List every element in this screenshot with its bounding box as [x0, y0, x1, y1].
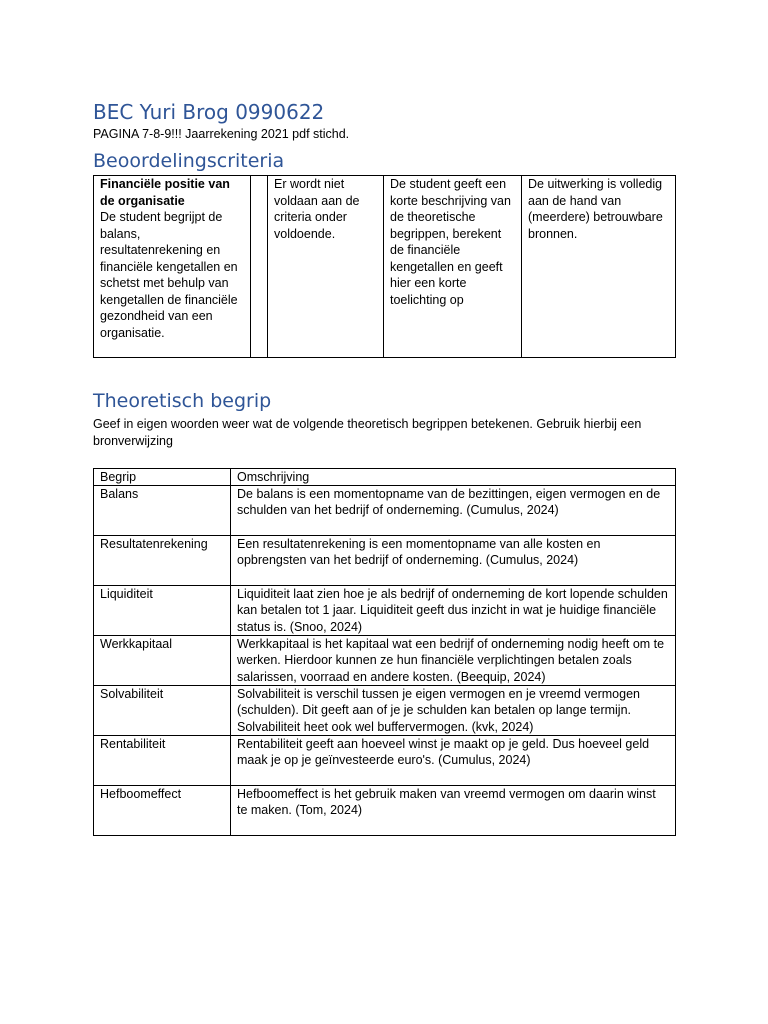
term-description: Een resultatenrekening is een momentopname van alle kosten en opbrengsten van het bedrijf of onderneming. (Cumulus, 2024) — [231, 536, 676, 586]
term-name: Hefboomeffect — [94, 786, 231, 836]
criteria-level-insufficient: Er wordt niet voldaan aan de criteria onder voldoende. — [268, 176, 384, 358]
term-description: De balans is een momentopname van de bezittingen, eigen vermogen en de schulden van het bedrijf of onderneming. (Cumulus, 2024) — [231, 486, 676, 536]
criteria-topic-cell — [94, 176, 251, 358]
term-description: Liquiditeit laat zien hoe je als bedrijf of onderneming de kort lopende schulden kan betalen tot 1 jaar. Liquiditeit geeft dus inzicht in wat je huidige financiële status is. (Snoo, 2024) — [231, 586, 676, 636]
term-description: Solvabiliteit is verschil tussen je eigen vermogen en je vreemd vermogen (schulden). Dit geeft aan of je je schulden kan betalen op lange termijn. Solvabiliteit heet ook wel buffervermogen. (kvk, 2024) — [231, 686, 676, 736]
document-title: BEC Yuri Brog 0990622 — [93, 100, 325, 124]
term-description: Werkkapitaal is het kapitaal wat een bedrijf of onderneming nodig heeft om te werken. Hierdoor kunnen ze hun financiële verplichtingen betalen zoals salarissen, voorraad en andere kosten. (Beequip, 2024) — [231, 636, 676, 686]
terms-header-row — [94, 469, 676, 486]
document-page — [93, 98, 675, 836]
term-name: Liquiditeit — [94, 586, 231, 636]
table-row — [94, 736, 676, 786]
term-name: Solvabiliteit — [94, 686, 231, 736]
criteria-topic-text: De student begrijpt de balans, resultatenrekening en financiële kengetallen en schetst met behulp van kengetallen de financiële gezondheid van een organisatie. — [100, 210, 238, 340]
column-header-description: Omschrijving — [231, 469, 676, 486]
criteria-level-sufficient: De student geeft een korte beschrijving van de theoretische begrippen, berekent de financiële kengetallen en geeft hier een korte toelichting op — [384, 176, 522, 358]
term-name: Balans — [94, 486, 231, 536]
term-name: Werkkapitaal — [94, 636, 231, 686]
table-row — [94, 636, 676, 686]
table-row — [94, 586, 676, 636]
column-header-term: Begrip — [94, 469, 231, 486]
table-row — [94, 686, 676, 736]
criteria-table — [93, 175, 676, 358]
criteria-topic-title: Financiële positie van de organisatie — [100, 177, 230, 208]
criteria-row — [94, 176, 676, 358]
theory-intro: Geef in eigen woorden weer wat de volgende theoretisch begrippen betekenen. Gebruik hierbij een bronverwijzing — [93, 417, 642, 448]
document-subtitle: PAGINA 7-8-9!!! Jaarrekening 2021 pdf stichd. — [93, 127, 350, 141]
term-name: Rentabiliteit — [94, 736, 231, 786]
criteria-heading: Beoordelingscriteria — [93, 150, 285, 172]
terms-table — [93, 468, 676, 836]
table-row — [94, 536, 676, 586]
table-row — [94, 486, 676, 536]
term-description: Hefboomeffect is het gebruik maken van vreemd vermogen om daarin winst te maken. (Tom, 2024) — [231, 786, 676, 836]
theory-heading: Theoretisch begrip — [93, 390, 272, 412]
term-description: Rentabiliteit geeft aan hoeveel winst je maakt op je geld. Dus hoeveel geld maak je op je geïnvesteerde euro's. (Cumulus, 2024) — [231, 736, 676, 786]
criteria-level-good: De uitwerking is volledig aan de hand van (meerdere) betrouwbare bronnen. — [522, 176, 676, 358]
criteria-spacer-cell — [251, 176, 268, 358]
term-name: Resultatenrekening — [94, 536, 231, 586]
table-row — [94, 786, 676, 836]
